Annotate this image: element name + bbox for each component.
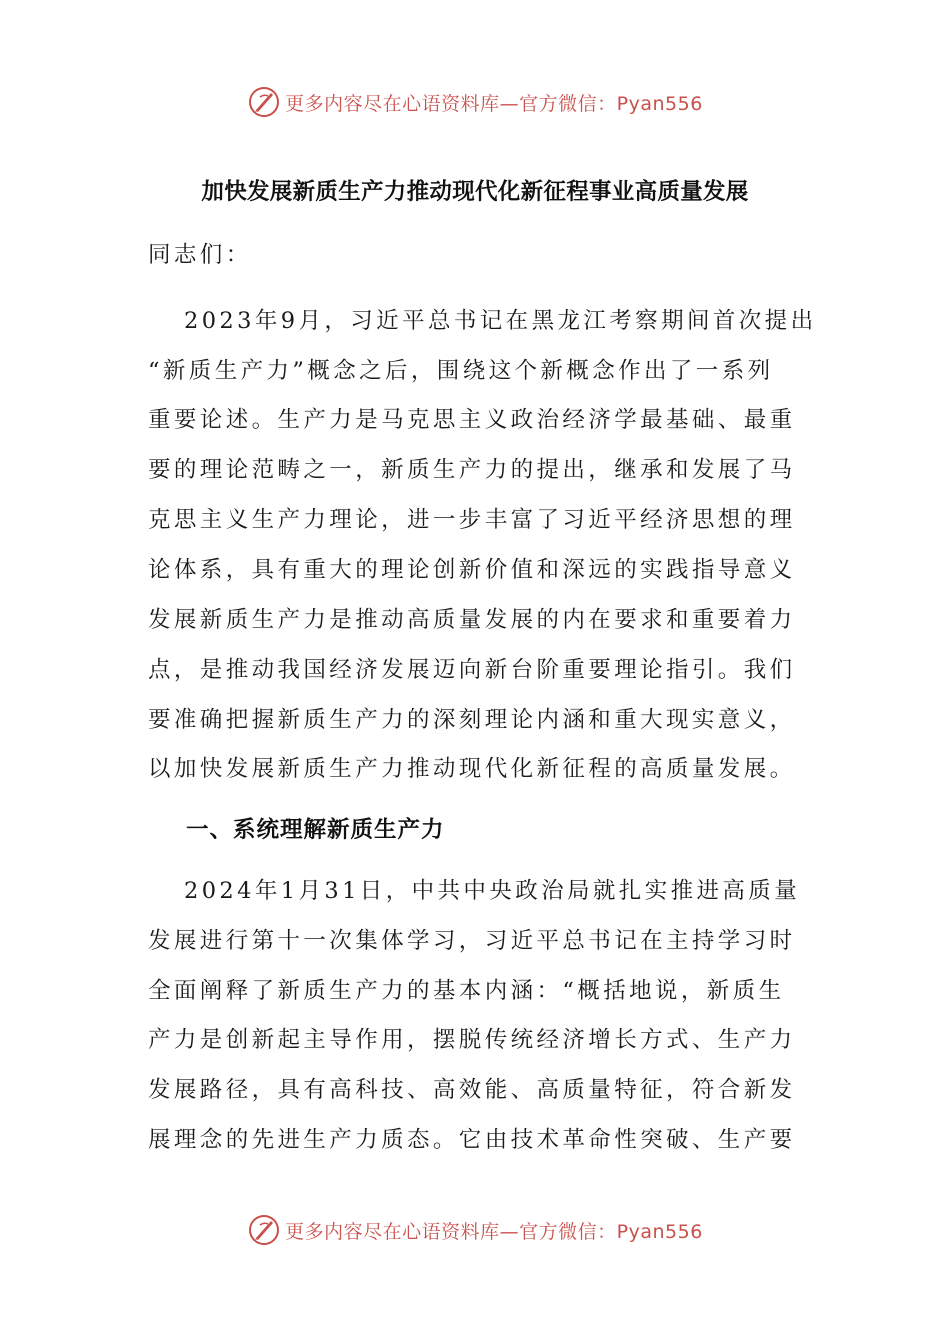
paragraph1-line: 要准确把握新质生产力的深刻理论内涵和重大现实意义， <box>148 707 796 733</box>
paragraph1-line: 2023年9月，习近平总书记在黑龙江考察期间首次提出 <box>184 308 817 334</box>
paragraph2-line: 产力是创新起主导作用，摆脱传统经济增长方式、生产力 <box>148 1027 796 1053</box>
section-heading: 一、系统理解新质生产力 <box>186 817 445 843</box>
footer-watermark-banner <box>0 1210 950 1250</box>
document-title: 加快发展新质生产力推动现代化新征程事业高质量发展 <box>201 179 749 205</box>
paragraph2-line: 发展路径，具有高科技、高效能、高质量特征，符合新发 <box>148 1077 796 1103</box>
paragraph2-line: 全面阐释了新质生产力的基本内涵：“概括地说，新质生 <box>148 978 785 1004</box>
paragraph1-line: 重要论述。生产力是马克思主义政治经济学最基础、最重 <box>148 407 796 433</box>
header-watermark-banner <box>0 82 950 122</box>
paragraph1-line: 点，是推动我国经济发展迈向新台阶重要理论指引。我们 <box>148 657 796 683</box>
paragraph1-line: 以加快发展新质生产力推动现代化新征程的高质量发展。 <box>148 756 796 782</box>
paragraph1-line: 克思主义生产力理论，进一步丰富了习近平经济思想的理 <box>148 507 796 533</box>
paragraph2-line: 2024年1月31日，中共中央政治局就扎实推进高质量 <box>184 878 801 904</box>
paragraph2-line: 发展进行第十一次集体学习，习近平总书记在主持学习时 <box>148 928 796 954</box>
paragraph2-line: 展理念的先进生产力质态。它由技术革命性突破、生产要 <box>148 1127 796 1153</box>
paragraph1-line: 论体系，具有重大的理论创新价值和深远的实践指导意义 <box>148 557 796 583</box>
quill-logo-icon <box>247 85 281 119</box>
watermark-text: 更多内容尽在心语资料库—官方微信：Pyan556 <box>285 92 703 115</box>
paragraph1-line: “新质生产力”概念之后，围绕这个新概念作出了一系列 <box>148 358 774 384</box>
watermark-text: 更多内容尽在心语资料库—官方微信：Pyan556 <box>285 1220 703 1243</box>
salutation: 同志们： <box>148 242 252 268</box>
quill-logo-icon <box>247 1213 281 1247</box>
paragraph1-line: 要的理论范畴之一，新质生产力的提出，继承和发展了马 <box>148 457 796 483</box>
paragraph1-line: 发展新质生产力是推动高质量发展的内在要求和重要着力 <box>148 607 796 633</box>
